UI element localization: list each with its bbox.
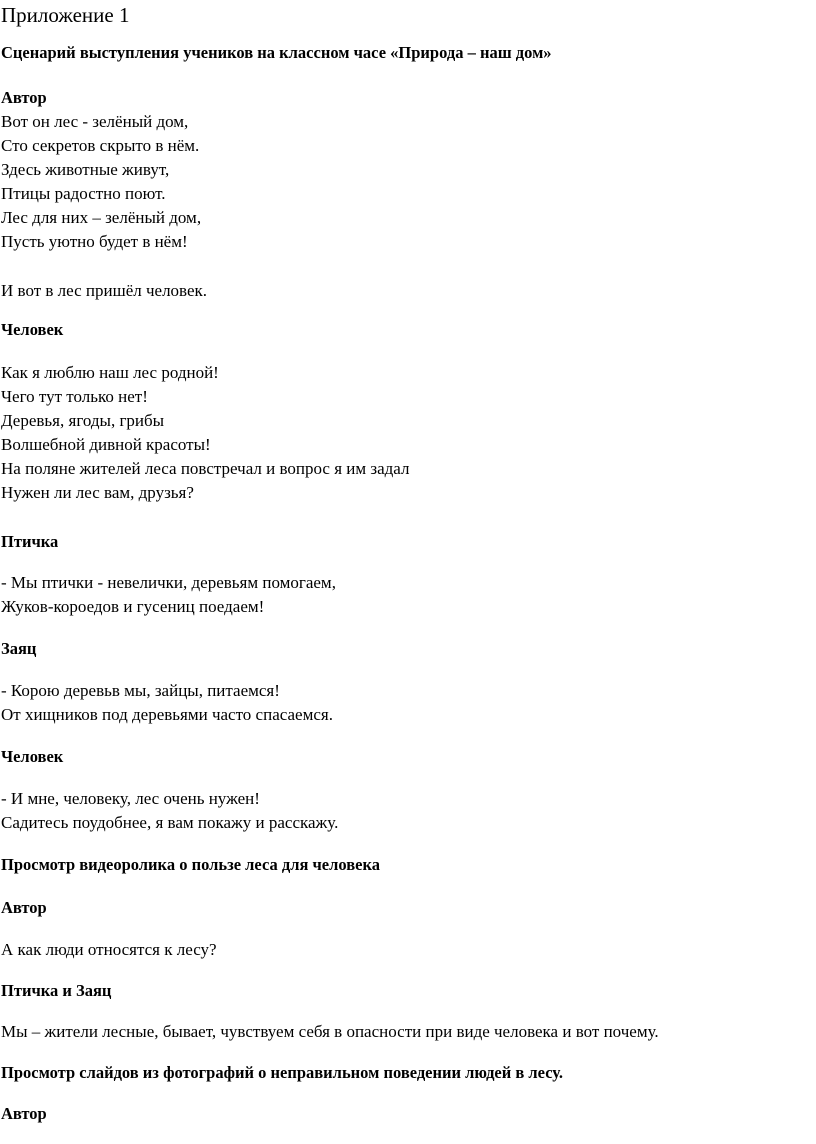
speech-line: - Корою деревьв мы, зайцы, питаемся! [1,681,280,700]
poem-line: Сто секретов скрыто в нём. [1,136,200,155]
speech-line: На поляне жителей леса повстречал и вопрос я им задал [1,459,410,478]
hare-speech [1,679,333,727]
video-note: Просмотр видеоролика о пользе леса для человека [1,855,380,874]
speech-line: Нужен ли лес вам, друзья? [1,483,194,502]
poem-line: Вот он лес - зелёный дом, [1,112,189,131]
speaker-human-heading: Человек [1,320,64,339]
speaker-author-heading-2: Автор [1,898,47,917]
speaker-bird-heading: Птичка [1,532,59,551]
author-question: А как люди относятся к лесу? [1,940,217,959]
author-poem [1,110,201,254]
speaker-hare-heading: Заяц [1,639,37,658]
document-title: Сценарий выступления учеников на классном часе «Природа – наш дом» [1,43,552,62]
speaker-bird-hare-heading: Птичка и Заяц [1,981,112,1000]
bird-hare-speech: Мы – жители лесные, бывает, чувствуем себя в опасности при виде человека и вот почему. [1,1022,659,1041]
bird-speech [1,571,336,619]
speech-line: Деревья, ягоды, грибы [1,411,165,430]
speech-line: - И мне, человеку, лес очень нужен! [1,789,260,808]
speech-line: Как я люблю наш лес родной! [1,363,219,382]
poem-line: Птицы радостно поют. [1,184,166,203]
speech-line: Волшебной дивной красоты! [1,435,211,454]
speaker-author-heading: Автор [1,88,47,107]
speech-line: - Мы птички - невелички, деревьям помогаем, [1,573,336,592]
slides-note: Просмотр слайдов из фотографий о неправильном поведении людей в лесу. [1,1063,564,1082]
human-speech-2 [1,787,338,835]
poem-line: Пусть уютно будет в нём! [1,232,188,251]
poem-line: Лес для них – зелёный дом, [1,208,202,227]
speech-line: От хищников под деревьями часто спасаемся. [1,705,333,724]
appendix-label: Приложение 1 [1,3,130,27]
speech-line: Жуков-короедов и гусениц поедаем! [1,597,265,616]
poem-line: Здесь животные живут, [1,160,170,179]
author-narration: И вот в лес пришёл человек. [1,281,208,300]
speech-line: Садитесь поудобнее, я вам покажу и расскажу. [1,813,339,832]
human-speech [1,361,409,505]
speaker-author-heading-3: Автор [1,1104,47,1123]
speaker-human-heading-2: Человек [1,747,64,766]
speech-line: Чего тут только нет! [1,387,148,406]
